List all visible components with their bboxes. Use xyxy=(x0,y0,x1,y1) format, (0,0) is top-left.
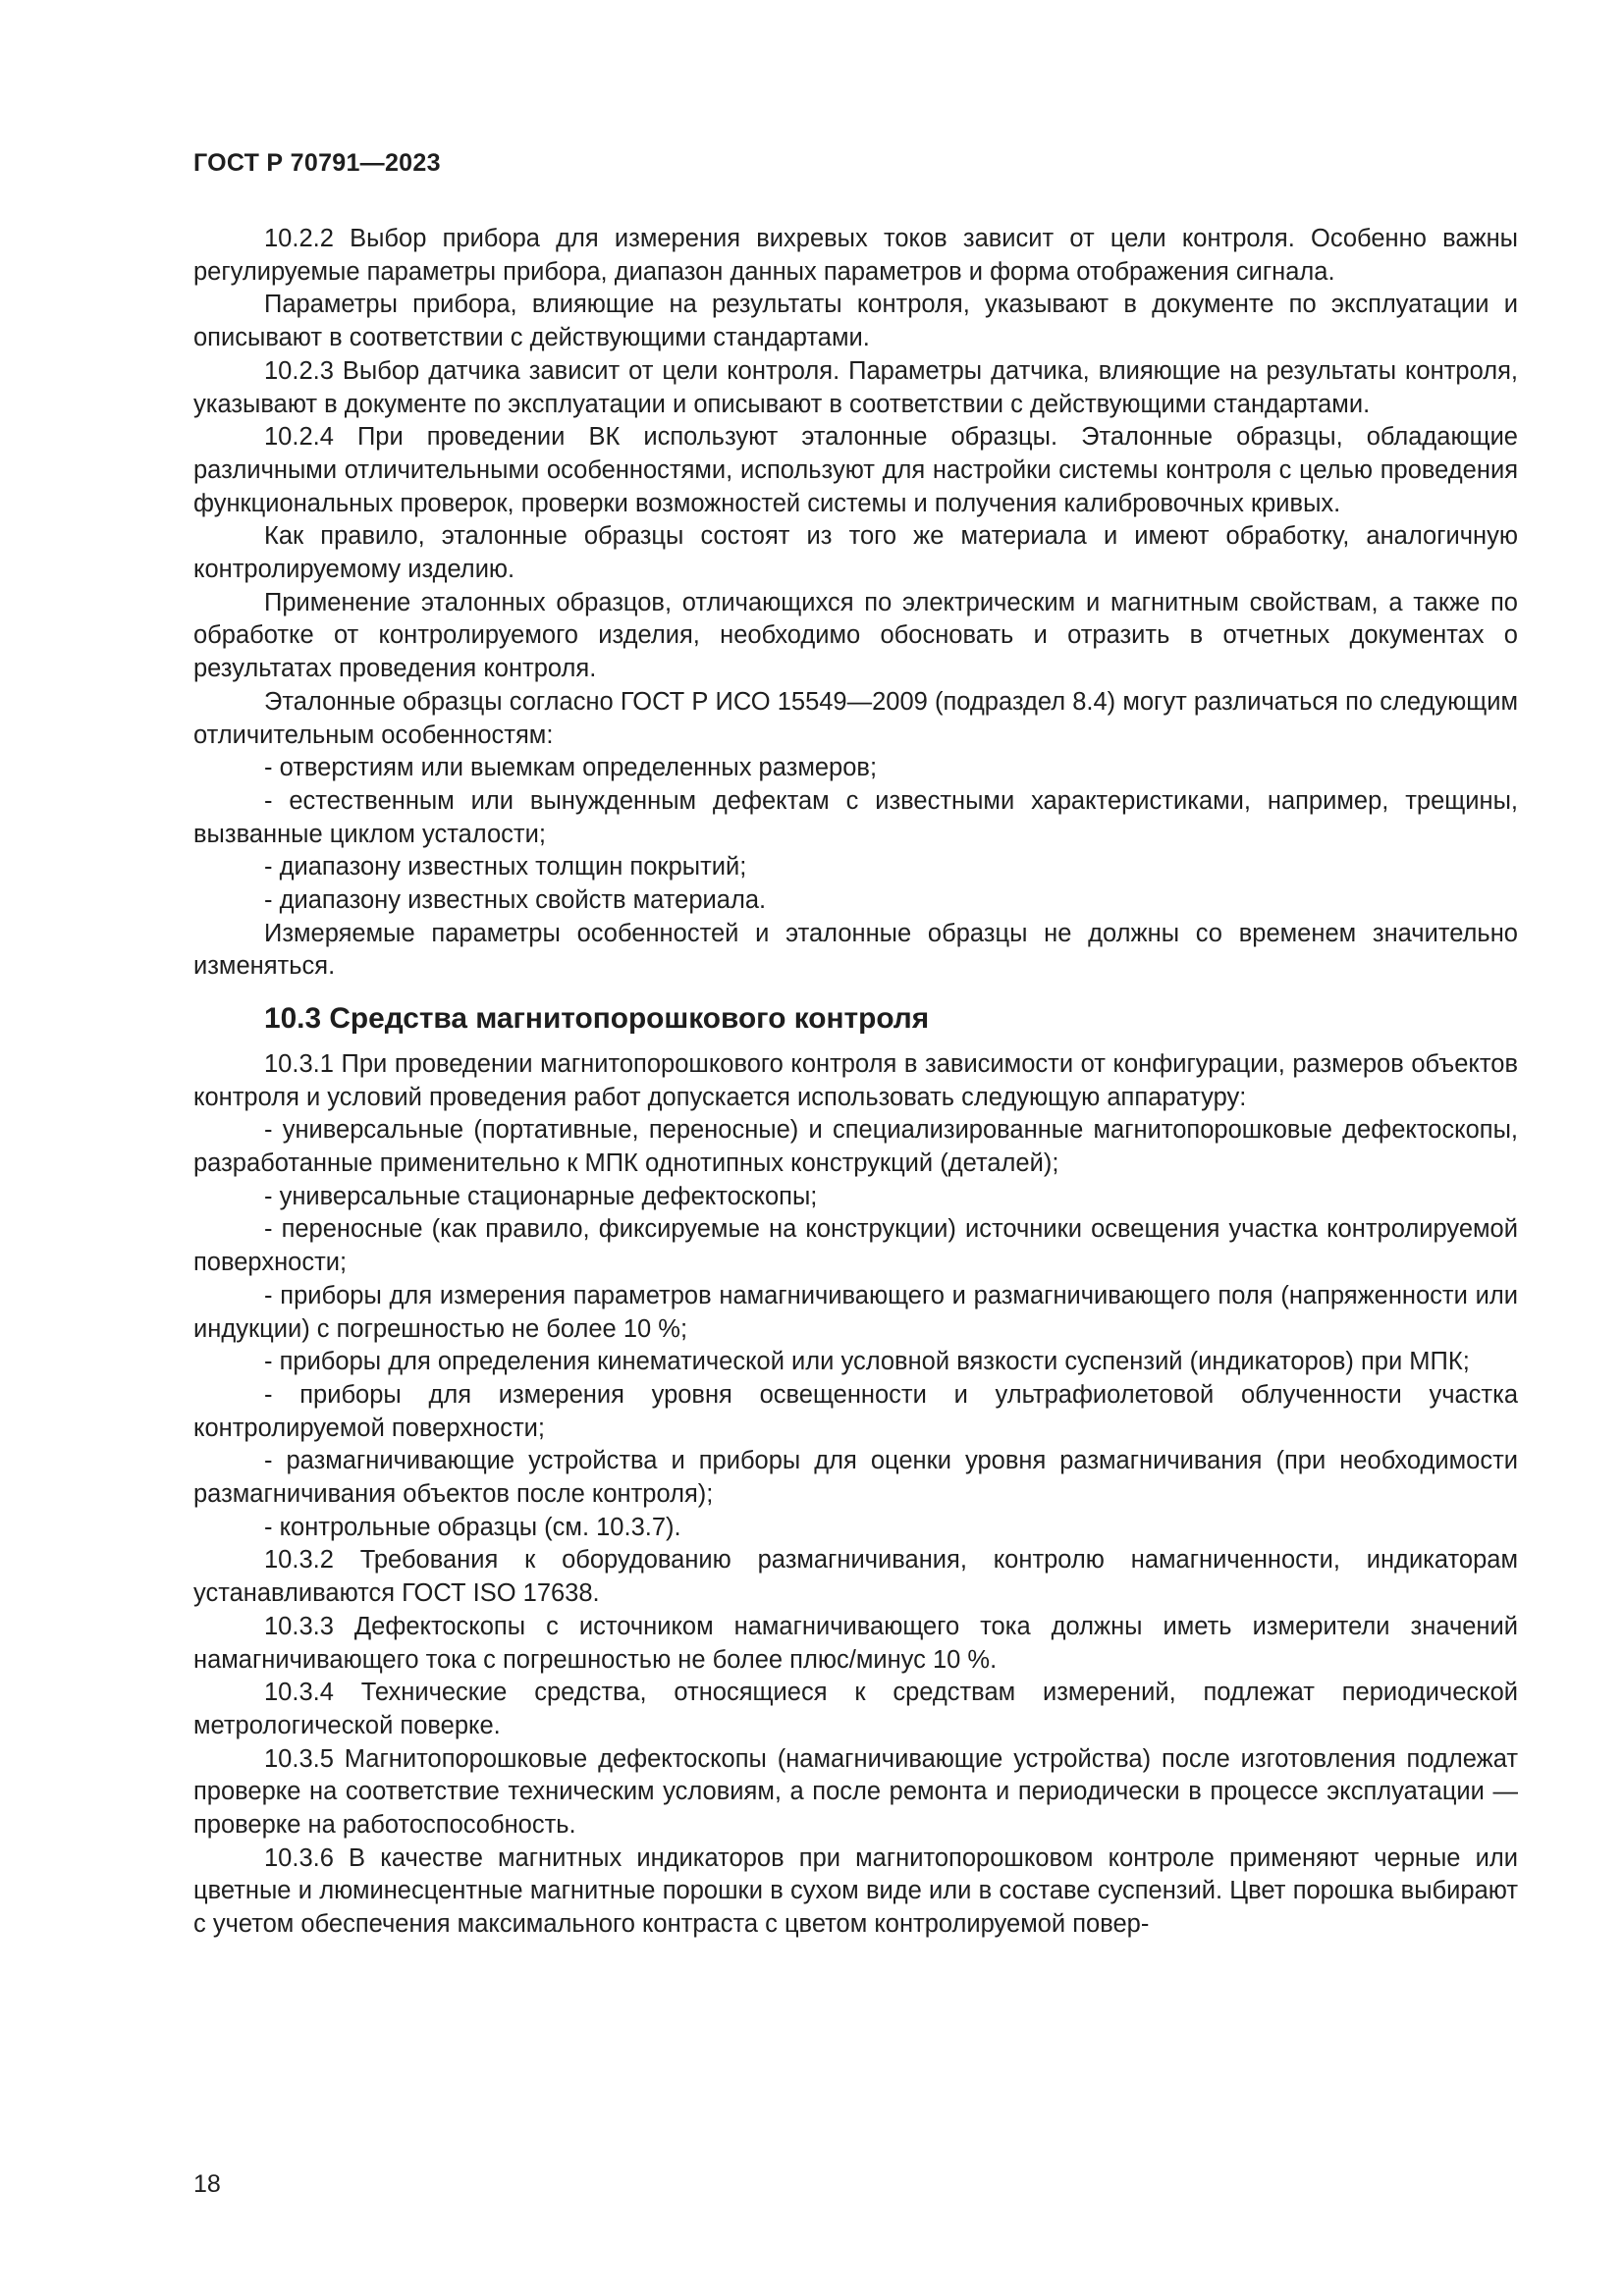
paragraph: 10.2.2 Выбор прибора для измерения вихревых токов зависит от цели контроля. Особенно важны регулируемые параметры прибора, диапазон данных параметров и форма отображения сигнала. xyxy=(193,225,1518,286)
paragraph: Эталонные образцы согласно ГОСТ Р ИСО 15549—2009 (подраздел 8.4) могут различаться по следующим отличительным особенностям: xyxy=(193,687,1518,749)
list-item: - универсальные (портативные, переносные) и специализированные магнитопорошковые дефектоскопы, разработанные применительно к МПК однотипных конструкций (деталей); xyxy=(193,1116,1518,1177)
paragraph: 10.3.2 Требования к оборудованию размагничивания, контролю намагниченности, индикаторам устанавливаются ГОСТ ISO 17638. xyxy=(193,1546,1518,1608)
list-item: - приборы для измерения параметров намагничивающего и размагничивающего поля (напряженности или индукции) с погрешностью не более 10 %; xyxy=(193,1281,1518,1343)
paragraph: Измеряемые параметры особенностей и эталонные образцы не должны со временем значительно изменяться. xyxy=(193,919,1518,981)
list-item: - диапазону известных свойств материала. xyxy=(264,886,767,915)
list-item: - естественным или вынужденным дефектам с известными характеристиками, например, трещины, вызванные циклом усталости; xyxy=(193,786,1518,848)
paragraph: 10.2.3 Выбор датчика зависит от цели контроля. Параметры датчика, влияющие на результаты контроля, указывают в документе по эксплуатации и описывают в соответствии с действующими стандартами. xyxy=(193,356,1518,418)
paragraph: 10.3.6 В качестве магнитных индикаторов при магнитопорошковом контроле применяют черные или цветные и люминесцентные магнитные порошки в сухом виде или в составе суспензий. Цвет порошка выбирают с учетом обеспечения максимального контраста с цветом контролируемой повер- xyxy=(193,1843,1518,1939)
list-item: - переносные (как правило, фиксируемые на конструкции) источники освещения участка контролируемой поверхности; xyxy=(193,1215,1518,1277)
paragraph: 10.3.4 Технические средства, относящиеся к средствам измерений, подлежат периодической метрологической поверке. xyxy=(193,1679,1518,1739)
paragraph: 10.3.5 Магнитопорошковые дефектоскопы (намагничивающие устройства) после изготовления подлежат проверке на соответствие техническим условиям, а после ремонта и периодически в процессе эксплуатации — проверке на работоспособность. xyxy=(193,1744,1518,1840)
paragraph: 10.2.4 При проведении ВК используют эталонные образцы. Эталонные образцы, обладающие различными отличительными особенностями, используют для настройки системы контроля с целью проведения функциональных проверок, проверки возможностей системы и получения калибровочных кривых. xyxy=(193,423,1518,517)
paragraph-group-section-10-3 xyxy=(193,1048,1518,1942)
page-number: 18 xyxy=(193,2170,221,2198)
list-item: - приборы для определения кинематической или условной вязкости суспензий (индикаторов) при МПК; xyxy=(264,1348,1470,1376)
paragraph: Как правило, эталонные образцы состоят из того же материала и имеют обработку, аналогичную контролируемому изделию. xyxy=(193,522,1518,584)
page-body xyxy=(193,223,1518,1942)
paragraph: 10.3.3 Дефектоскопы с источником намагничивающего тока должны иметь измерители значений намагничивающего тока с погрешностью не более плюс/минус 10 %. xyxy=(193,1612,1518,1674)
list-item: - универсальные стационарные дефектоскопы; xyxy=(264,1182,818,1210)
list-item: - диапазону известных толщин покрытий; xyxy=(264,853,747,881)
paragraph: Параметры прибора, влияющие на результаты контроля, указывают в документе по эксплуатации и описывают в соответствии с действующими стандартами. xyxy=(193,291,1518,352)
section-heading: 10.3 Средства магнитопорошкового контроля xyxy=(264,1002,930,1036)
paragraph: Применение эталонных образцов, отличающихся по электрическим и магнитным свойствам, а также по обработке от контролируемого изделия, необходимо обосновать и отразить в отчетных документах о результатах проведения контроля. xyxy=(193,588,1518,683)
list-item: - приборы для измерения уровня освещенности и ультрафиолетовой облученности участка контролируемой поверхности; xyxy=(193,1380,1518,1442)
list-item: - отверстиям или выемкам определенных размеров; xyxy=(264,754,878,782)
list-item: - контрольные образцы (см. 10.3.7). xyxy=(264,1513,681,1541)
list-item: - размагничивающие устройства и приборы для оценки уровня размагничивания (при необходимости размагничивания объектов после контроля); xyxy=(193,1447,1518,1509)
document-header: ГОСТ Р 70791—2023 xyxy=(193,149,441,177)
paragraph: 10.3.1 При проведении магнитопорошкового контроля в зависимости от конфигурации, размеров объектов контроля и условий проведения работ допускается использовать следующую аппаратуру: xyxy=(193,1049,1518,1111)
paragraph-group-section-10-2 xyxy=(193,223,1518,984)
